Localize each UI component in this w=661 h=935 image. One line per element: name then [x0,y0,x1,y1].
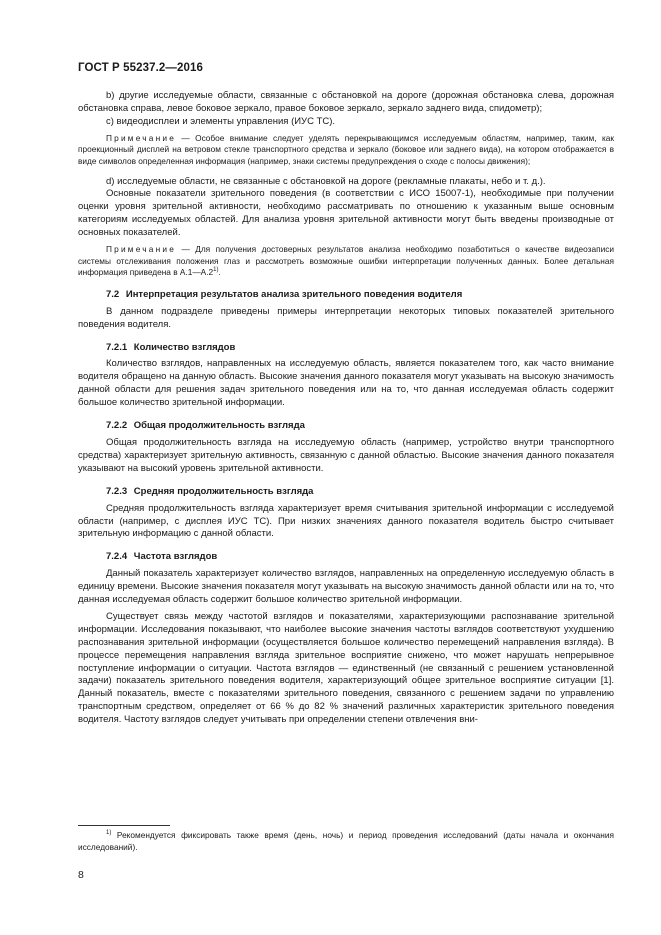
note-2-text: — Для получения достоверных результатов анализа необходимо позаботиться о качестве видеозаписи системы отслеживания положения глаз и рассмотреть возможные ошибки интерпретации полученных данных. Более детальная информация приведена в А.1—А.2 [78,244,614,278]
footnote-ref: 1) [213,267,219,274]
footnote-text: Рекомендуется фиксировать также время (день, ночь) и период проведения исследований (даты начала и окончания исследований). [78,830,614,852]
section-title: Средняя продолжительность взгляда [133,485,314,497]
note-1-label: Примечание [106,132,177,143]
section-number: 7.2.2 [106,420,128,432]
note-2-end: . [218,267,221,278]
list-item-c: c) видеодисплеи и элементы управления (ИУС ТС). [106,115,336,127]
note-2-label: Примечание [106,244,177,255]
section-heading-7-2 [78,289,614,302]
section-7-2-3-text: Средняя продолжительность взгляда характеризует время считывания зрительной информации с исследуемой области (например, с дисплея ИУС ТС). При низких значениях данного показателя водитель быстро считывает зрительную информацию с данной области. [78,502,614,540]
document-body [78,90,614,731]
section-heading-7-2-1 [78,342,614,355]
list-item-b: b) другие исследуемые области, связанные с обстановкой на дороге (дорожная обстановка слева, дорожная обстановка справа, левое боковое зеркало, правое боковое зеркало, зеркало заднего вида, спидометр); [78,90,614,114]
section-7-2-4-text-1: Данный показатель характеризует количество взглядов, направленных на определенную исследуемую область в единицу времени. Высокие значения показателя могут указывать на высокую значимость данной области или на то, что данная исследуемая область содержит большое количество зрительной информации. [78,568,614,606]
document-header: ГОСТ Р 55237.2—2016 [78,62,203,74]
footnote-divider [78,825,170,826]
footnote-mark: 1) [106,830,112,837]
section-heading-7-2-2 [78,420,614,433]
note-1-text: — Особое внимание следует уделять перекрывающимся исследуемым областям, например, таким, как проекционный дисплей на ветровом стекле транспортного средства и зеркало (боковое или заднего вида), на котором отображается в виде символов определенная информация (например, знаки системы предупреждения о сходе с полосы движения); [78,132,614,166]
footnote [78,830,614,853]
section-7-2-2-text: Общая продолжительность взгляда на исследуемую область (например, устройство внутри транспортного средства) характеризует зрительную активность, связанную с данной областью. Высокие значения данного показателя указывают на высокий уровень зрительной активности. [78,436,614,474]
section-title: Частота взглядов [133,551,218,563]
section-7-2-4-text-2: Существует связь между частотой взглядов и показателями, характеризующими распознавание зрительной информации. Исследования показывают, что наиболее высокие значения частоты взглядов соответствуют ухудшению распознавания зрительной информации (осуществляется большое количество перемещений направления взгляда). В процессе перемещения направления взгляда зрительное восприятие снижено, что может нарушать непрерывное поступление информации о ситуации. Частота взглядов — единственный (не связанный с решением установленной задачи) показатель зрительного поведения водителя, характеризующий общее зрительное восприятие ситуации [1]. Данный показатель, вместе с показателями зрительного поведения, связанного с решением задачи по управлению транспортным средством, определяет от 66 % до 82 % значений различных характеристик зрительного поведения водителя. Частоту взглядов следует учитывать при определении степени отвлечения вни- [78,610,614,726]
section-heading-7-2-3 [78,486,614,499]
section-number: 7.2 [106,288,120,300]
section-number: 7.2.4 [106,551,128,563]
list-item-d: d) исследуемые области, не связанные с обстановкой на дороге (рекламные плакаты, небо и т. д.). [106,175,546,187]
paragraph-main: Основные показатели зрительного поведения (в соответствии с ИСО 15007-1), необходимые при получении оценки уровня зрительной активности, необходимо рассматривать по отношению к указанным выше основным категориям исследуемых областей. Для анализа уровня зрительной активности могут быть введены производные от основных показателей. [78,188,614,239]
section-title: Количество взглядов [133,341,236,353]
section-number: 7.2.3 [106,485,128,497]
note-2 [78,244,614,279]
note-1 [78,133,614,168]
section-7-2-1-text: Количество взглядов, направленных на исследуемую область, является показателем того, как часто внимание водителя обращено на данную область. Высокие значения данного показателя могут указывать на высокую значимость данной области для решения задач зрительного поведения или на то, что данная исследуемая область содержит большое количество зрительной информации. [78,358,614,409]
section-7-2-text: В данном подразделе приведены примеры интерпретации некоторых типовых показателей зрительного поведения водителя. [78,305,614,330]
section-title: Интерпретация результатов анализа зрительного поведения водителя [125,288,463,300]
page-number: 8 [78,869,84,881]
section-title: Общая продолжительность взгляда [133,420,305,432]
section-heading-7-2-4 [78,551,614,564]
section-number: 7.2.1 [106,341,128,353]
